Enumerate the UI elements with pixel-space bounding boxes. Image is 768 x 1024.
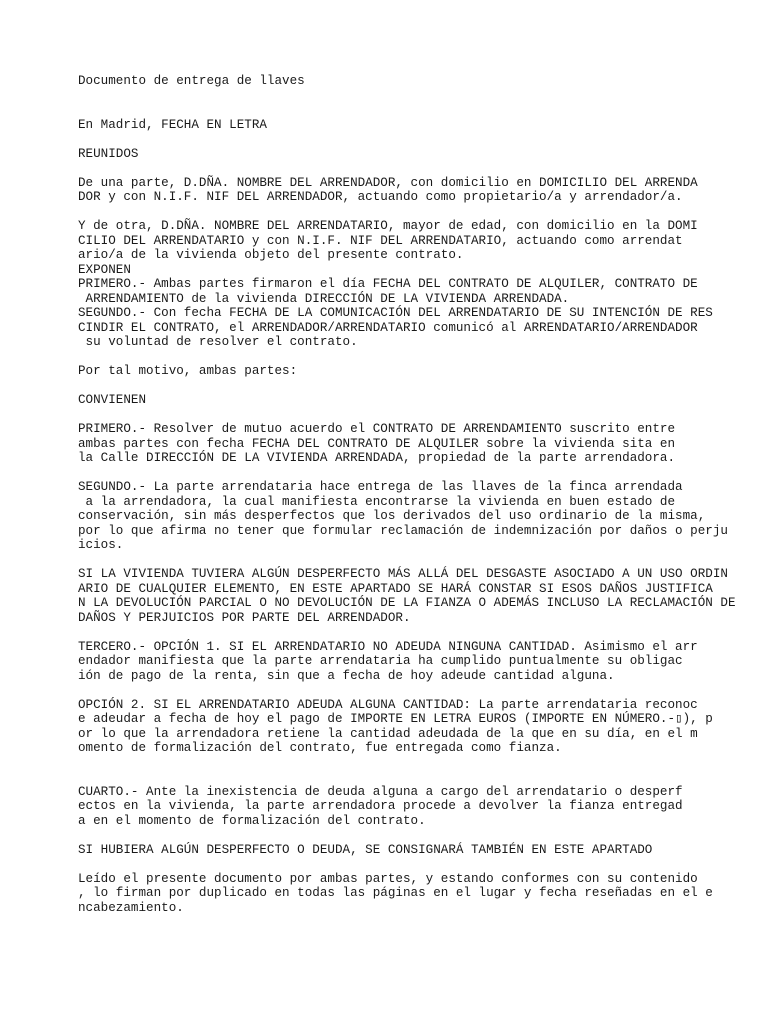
document-line — [78, 350, 768, 365]
document-line: ario/a de la vivienda objeto del presente contrato. — [78, 248, 464, 262]
document-line: Y de otra, D.DÑA. NOMBRE DEL ARRENDATARIO, mayor de edad, con domicilio en la DOMI — [78, 219, 698, 233]
document-line: SI LA VIVIENDA TUVIERA ALGÚN DESPERFECTO MÁS ALLÁ DEL DESGASTE ASOCIADO A UN USO ORDIN — [78, 567, 728, 581]
document-line: ARRENDAMIENTO de la vivienda DIRECCIÓN DE LA VIVIENDA ARRENDADA. — [78, 291, 570, 306]
document-line: CILIO DEL ARRENDATARIO y con N.I.F. NIF DEL ARRENDATARIO, actuando como arrendat — [78, 233, 683, 248]
document-line: ARIO DE CUALQUIER ELEMENTO, EN ESTE APARTADO SE HARÁ CONSTAR SI ESOS DAÑOS JUSTIFICA — [78, 581, 713, 596]
document-line: DOR y con N.I.F. NIF DEL ARRENDADOR, actuando como propietario/a y arrendador/a. — [78, 190, 683, 204]
document-line — [78, 161, 768, 176]
document-line: endador manifiesta que la parte arrendataria ha cumplido puntualmente su obligac — [78, 654, 683, 668]
document-line: En Madrid, FECHA EN LETRA — [78, 117, 267, 132]
document-line: DAÑOS Y PERJUICIOS POR PARTE DEL ARRENDADOR. — [78, 610, 411, 625]
document-line: Por tal motivo, ambas partes: — [78, 364, 298, 378]
document-line: REUNIDOS — [78, 146, 139, 161]
document-line — [78, 379, 768, 394]
document-line — [78, 770, 768, 785]
document-line: conservación, sin más desperfectos que los derivados del uso ordinario de la misma, — [78, 509, 706, 523]
document-line: Documento de entrega de llaves — [78, 74, 305, 88]
document-line: De una parte, D.DÑA. NOMBRE DEL ARRENDADOR, con domicilio en DOMICILIO DEL ARRENDA — [78, 175, 698, 190]
document-line: N LA DEVOLUCIÓN PARCIAL O NO DEVOLUCIÓN DE LA FIANZA O ADEMÁS INCLUSO LA RECLAMACIÓN DE — [78, 596, 736, 610]
document-line: SEGUNDO.- Con fecha FECHA DE LA COMUNICACIÓN DEL ARRENDATARIO DE SU INTENCIÓN DE RES — [78, 306, 713, 320]
document-line — [78, 89, 768, 104]
document-line: e adeudar a fecha de hoy el pago de IMPORTE EN LETRA EUROS (IMPORTE EN NÚMERO.-▯), p — [78, 712, 713, 726]
document-line — [78, 553, 768, 568]
document-line: a en el momento de formalización del contrato. — [78, 813, 426, 828]
document-line: , lo firman por duplicado en todas las páginas en el lugar y fecha reseñadas en el e — [78, 886, 713, 900]
document-line: ncabezamiento. — [78, 900, 184, 915]
document-line: ectos en la vivienda, la parte arrendadora procede a devolver la fianza entregad — [78, 799, 683, 813]
document-line: SEGUNDO.- La parte arrendataria hace entrega de las llaves de la finca arrendada — [78, 480, 683, 494]
document-line: por lo que afirma no tener que formular reclamación de indemnización por daños o perju — [78, 523, 728, 538]
document-line: a la arrendadora, la cual manifiesta encontrarse la vivienda en buen estado de — [78, 494, 676, 509]
document-line: ambas partes con fecha FECHA DEL CONTRATO DE ALQUILER sobre la vivienda sita en — [78, 436, 676, 451]
document-line — [78, 857, 768, 872]
document-line: su voluntad de resolver el contrato. — [78, 335, 358, 349]
document-line — [78, 466, 768, 481]
document-line: Leído el presente documento por ambas partes, y estando conformes con su contenido — [78, 871, 698, 886]
document-line: CONVIENEN — [78, 393, 147, 407]
document-line — [78, 408, 768, 423]
document-line: PRIMERO.- Ambas partes firmaron el día FECHA DEL CONTRATO DE ALQUILER, CONTRATO DE — [78, 277, 698, 291]
document-line — [78, 683, 768, 698]
document-line: or lo que la arrendadora retiene la cantidad adeudada de la que en su día, en el m — [78, 726, 698, 741]
document-line — [78, 625, 768, 640]
document-line: la Calle DIRECCIÓN DE LA VIVIENDA ARRENDADA, propiedad de la parte arrendadora. — [78, 451, 676, 465]
document-line: SI HUBIERA ALGÚN DESPERFECTO O DEUDA, SE CONSIGNARÁ TAMBIÉN EN ESTE APARTADO — [78, 842, 653, 857]
document-line — [78, 828, 768, 843]
document-line: icios. — [78, 538, 124, 552]
document-line: CINDIR EL CONTRATO, el ARRENDADOR/ARRENDATARIO comunicó al ARRENDATARIO/ARRENDADOR — [78, 320, 698, 335]
document-line: CUARTO.- Ante la inexistencia de deuda alguna a cargo del arrendatario o desperf — [78, 784, 683, 799]
document-line: PRIMERO.- Resolver de mutuo acuerdo el CONTRATO DE ARRENDAMIENTO suscrito entre — [78, 422, 676, 436]
document-line — [78, 756, 768, 771]
document-line: omento de formalización del contrato, fue entregada como fianza. — [78, 741, 562, 755]
document-line: TERCERO.- OPCIÓN 1. SI EL ARRENDATARIO NO ADEUDA NINGUNA CANTIDAD. Asimismo el arr — [78, 639, 698, 654]
document-line — [78, 205, 768, 220]
document-line: OPCIÓN 2. SI EL ARRENDATARIO ADEUDA ALGUNA CANTIDAD: La parte arrendataria reconoc — [78, 697, 698, 712]
document-line — [78, 132, 768, 147]
document-line: ión de pago de la renta, sin que a fecha de hoy adeude cantidad alguna. — [78, 668, 615, 683]
document-line — [78, 103, 768, 118]
document-body — [78, 74, 768, 915]
document-line: EXPONEN — [78, 262, 131, 277]
